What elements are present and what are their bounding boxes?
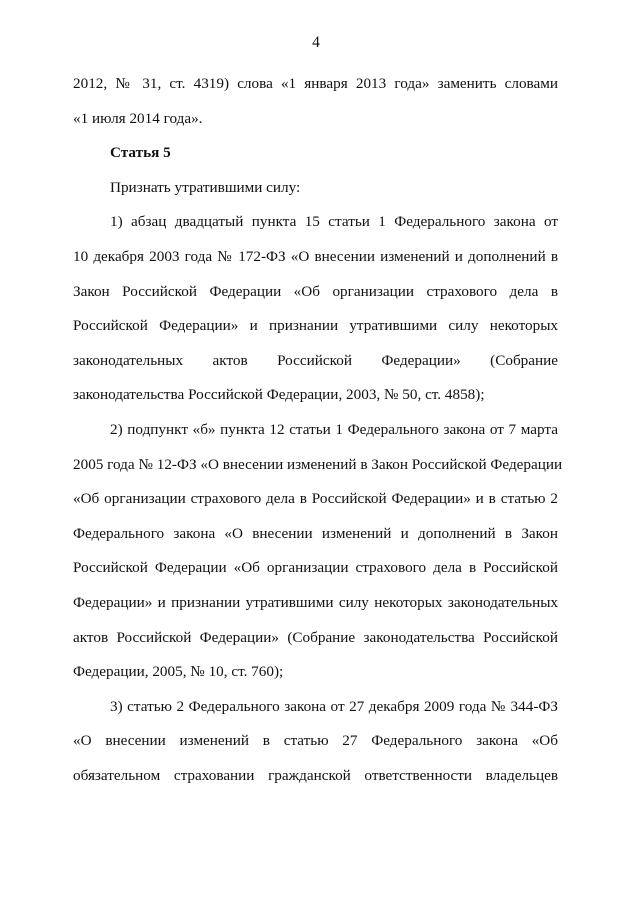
item-3-line: обязательном страховании гражданской ответственности владельцев [73, 766, 558, 784]
item-2-line: 2) подпункт «б» пункта 12 статьи 1 Федерального закона от 7 марта [110, 420, 558, 438]
item-2-line: «Об организации страхового дела в Российской Федерации» и в статью 2 [73, 490, 558, 508]
item-2-line: Федерации» и признании утратившими силу некоторых законодательных [73, 593, 558, 611]
page-number: 4 [312, 34, 320, 51]
item-2-line: Федерального закона «О внесении изменений и дополнений в Закон [73, 524, 558, 542]
item-1-line: Закон Российской Федерации «Об организации страхового дела в [73, 282, 558, 300]
item-1-line: 10 декабря 2003 года № 172-ФЗ «О внесении изменений и дополнений в [73, 247, 558, 265]
item-2-line: 2005 года № 12-ФЗ «О внесении изменений в Закон Российской Федерации [73, 455, 563, 473]
item-1-line: законодательных актов Российской Федерации» (Собрание [73, 351, 558, 369]
lead-text: Признать утратившими силу: [110, 178, 301, 196]
item-3-line: 3) статью 2 Федерального закона от 27 декабря 2009 года № 344-ФЗ [110, 697, 558, 715]
item-1-line: Российской Федерации» и признании утратившими силу некоторых [73, 317, 558, 335]
item-2-line: Российской Федерации «Об организации страхового дела в Российской [73, 559, 558, 577]
text-line: 2012, № 31, ст. 4319) слова «1 января 2013 года» заменить словами [73, 75, 558, 92]
item-2-line: актов Российской Федерации» (Собрание законодательства Российской [73, 628, 558, 646]
article-heading: Статья 5 [110, 144, 171, 162]
text-line: «1 июля 2014 года». [73, 109, 203, 127]
document-body [73, 72, 563, 798]
item-2-line: Федерации, 2005, № 10, ст. 760); [73, 663, 284, 681]
item-1-line: законодательства Российской Федерации, 2003, № 50, ст. 4858); [73, 386, 485, 404]
item-3-line: «О внесении изменений в статью 27 Федерального закона «Об [73, 732, 558, 750]
item-1-line: 1) абзац двадцатый пункта 15 статьи 1 Федерального закона от [110, 213, 558, 231]
